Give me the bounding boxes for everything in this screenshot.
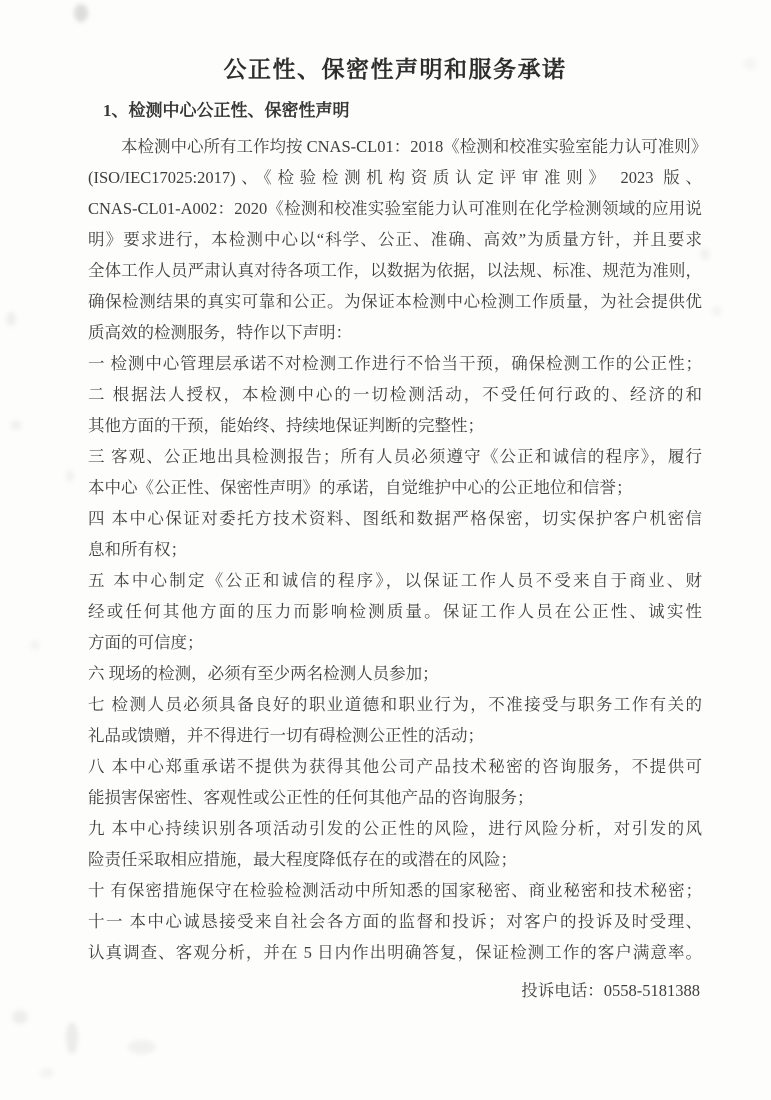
text-line: (ISO/IEC17025:2017)、《检验检测机构资质认定评审准则》 2023 版、: [88, 168, 702, 187]
statement-item-4: [88, 503, 702, 565]
text-line: 其他方面的干预，能始终、持续地保证判断的完整性；: [88, 416, 484, 435]
scan-smudge: [6, 312, 16, 326]
statement-item-7: [88, 689, 702, 751]
statement-item-6: [88, 658, 702, 689]
statement-item-1: [88, 348, 702, 379]
scan-smudge: [12, 1010, 28, 1024]
scan-smudge: [40, 1068, 54, 1078]
text-line: 九 本中心持续识别各项活动引发的公正性的风险，进行风险分析，对引发的风: [88, 819, 702, 838]
scan-smudge: [66, 470, 74, 482]
statement-item-3: [88, 441, 702, 503]
text-line: 本检测中心所有工作均按 CNAS-CL01：2018《检测和校准实验室能力认可准则》: [121, 137, 708, 156]
text-line: 质高效的检测服务，特作以下声明：: [88, 323, 352, 342]
text-line: 认真调查、客观分析，并在 5 日内作出明确答复，保证检测工作的客户满意率。: [88, 943, 702, 962]
text-line: 明》要求进行，本检测中心以“科学、公正、准确、高效”为质量方针，并且要求: [88, 230, 702, 249]
text-line: 确保检测结果的真实可靠和公正。为保证本检测中心检测工作质量，为社会提供优: [88, 292, 702, 311]
text-line: 二 根据法人授权，本检测中心的一切检测活动，不受任何行政的、经济的和: [88, 385, 702, 404]
text-line: 本中心《公正性、保密性声明》的承诺，自觉维护中心的公正地位和信誉；: [88, 478, 633, 497]
text-line: 险责任采取相应措施，最大程度降低存在的或潜在的风险；: [88, 850, 517, 869]
scan-smudge: [128, 1040, 156, 1054]
section-heading: 1、检测中心公正性、保密性声明: [103, 101, 350, 120]
statement-item-2: [88, 379, 702, 441]
scan-smudge: [712, 306, 722, 316]
statement-item-10: [88, 875, 702, 906]
text-line: 七 检测人员必须具备良好的职业道德和职业行为，不准接受与职务工作有关的: [88, 695, 702, 714]
scan-smudge: [66, 1022, 78, 1054]
text-line: 十 有保密措施保守在检验检测活动中所知悉的国家秘密、商业秘密和技术秘密；: [88, 881, 702, 900]
scan-smudge: [30, 640, 40, 650]
text-line: 十一 本中心诚恳接受来自社会各方面的监督和投诉；对客户的投诉及时受理、: [88, 912, 702, 931]
complaint-phone-label: 投诉电话：: [521, 981, 604, 1000]
document-title: 公正性、保密性声明和服务承诺: [223, 57, 567, 82]
scan-smudge: [10, 420, 22, 430]
text-line: 方面的可信度；: [88, 633, 204, 652]
statement-item-8: [88, 751, 702, 813]
document-body: [88, 131, 708, 968]
scan-smudge: [744, 58, 756, 70]
document-content: [88, 53, 708, 1006]
text-line: 三 客观、公正地出具检测报告；所有人员必须遵守《公正和诚信的程序》，履行: [88, 447, 702, 466]
scan-smudge: [74, 4, 88, 22]
statement-item-9: [88, 813, 702, 875]
text-line: 一 检测中心管理层承诺不对检测工作进行不恰当干预，确保检测工作的公正性；: [88, 354, 702, 373]
text-line: CNAS-CL01-A002：2020《检测和校准实验室能力认可准则在化学检测领域的应用说: [88, 199, 702, 218]
complaint-phone-number: 0558-5181388: [603, 981, 700, 1000]
statement-item-11: [88, 906, 702, 968]
text-line: 四 本中心保证对委托方技术资料、图纸和数据严格保密，切实保护客户机密信: [88, 509, 702, 528]
text-line: 礼品或馈赠，并不得进行一切有碍检测公正性的活动；: [88, 726, 484, 745]
complaint-phone: [88, 975, 702, 1006]
statement-item-5: [88, 565, 702, 658]
text-line: 全体工作人员严肃认真对待各项工作，以数据为依据，以法规、标准、规范为准则，: [88, 261, 702, 280]
intro-paragraph: [88, 131, 708, 348]
text-line: 八 本中心郑重承诺不提供为获得其他公司产品技术秘密的咨询服务，不提供可: [88, 757, 702, 776]
text-line: 六 现场的检测，必须有至少两名检测人员参加；: [88, 664, 439, 683]
text-line: 能损害保密性、客观性或公正性的任何其他产品的咨询服务；: [88, 788, 534, 807]
text-line: 经或任何其他方面的压力而影响检测质量。保证工作人员在公正性、诚实性: [88, 602, 702, 621]
text-line: 息和所有权；: [88, 540, 187, 559]
text-line: 五 本中心制定《公正和诚信的程序》，以保证工作人员不受来自于商业、财: [88, 571, 702, 590]
